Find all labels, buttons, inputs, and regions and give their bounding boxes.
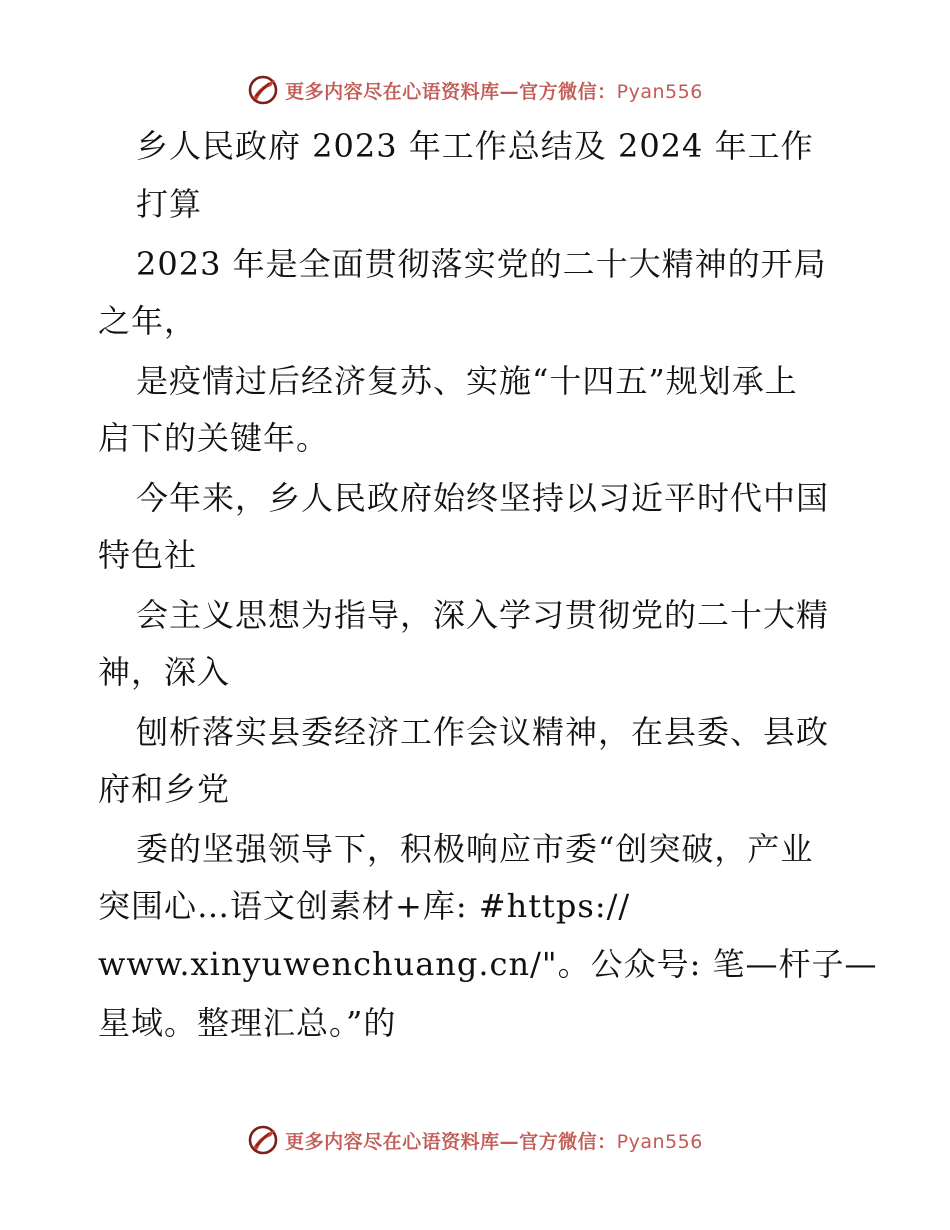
banner-text bbox=[285, 1127, 703, 1154]
paragraph-line: 突围心…语文创素材+库: #https:// bbox=[98, 887, 631, 925]
paragraph-line: www.xinyuwenchuang.cn/"。公众号: 笔—杆子— bbox=[98, 945, 878, 983]
paragraph-line: 2023 年是全面贯彻落实党的二十大精神的开局 bbox=[136, 245, 827, 283]
banner-text-cn: 更多内容尽在心语资料库—官方微信： bbox=[285, 80, 617, 103]
banner-wechat-id: Pyan556 bbox=[616, 1130, 703, 1153]
paragraph-line: 启下的关键年。 bbox=[98, 419, 330, 457]
document-title-line-1: 乡人民政府 2023 年工作总结及 2024 年工作 bbox=[136, 127, 814, 165]
paragraph-line: 府和乡党 bbox=[98, 770, 231, 808]
banner-wechat-id: Pyan556 bbox=[616, 80, 703, 103]
paragraph-line: 星域。整理汇总。”的 bbox=[98, 1004, 397, 1042]
paragraph-line: 今年来，乡人民政府始终坚持以习近平时代中国 bbox=[136, 479, 830, 517]
paragraph-line: 刨析落实县委经济工作会议精神，在县委、县政 bbox=[136, 713, 830, 751]
paragraph-line: 委的坚强领导下，积极响应市委“创突破，产业 bbox=[136, 830, 814, 868]
paragraph-line: 会主义思想为指导，深入学习贯彻党的二十大精 bbox=[136, 596, 830, 634]
pen-logo-icon bbox=[247, 1124, 279, 1156]
document-title-line-2: 打算 bbox=[136, 185, 203, 223]
footer-watermark-banner bbox=[0, 1120, 950, 1160]
banner-text-cn: 更多内容尽在心语资料库—官方微信： bbox=[285, 1130, 617, 1153]
paragraph-line: 是疫情过后经济复苏、实施“十四五”规划承上 bbox=[136, 362, 798, 400]
paragraph-line: 特色社 bbox=[98, 536, 198, 574]
paragraph-line: 神，深入 bbox=[98, 653, 231, 691]
paragraph-line: 之年， bbox=[98, 302, 198, 340]
